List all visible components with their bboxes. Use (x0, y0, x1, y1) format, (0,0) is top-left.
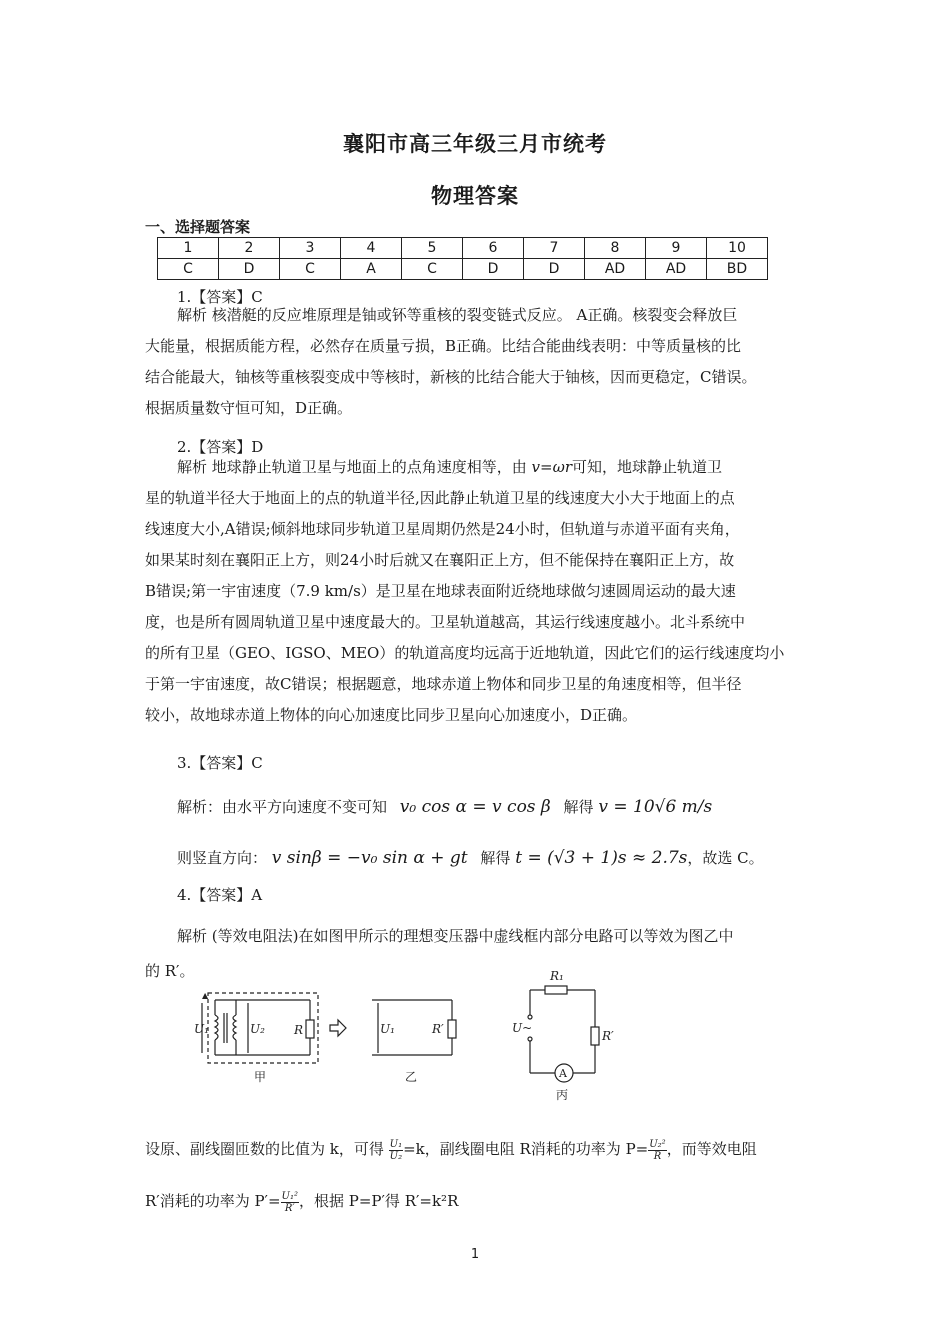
page-subtitle: 物理答案 (431, 184, 519, 208)
q3-line2-mid: 解得 (480, 849, 511, 867)
q3-line1 (177, 796, 712, 817)
label-u2: U₂ (250, 1022, 265, 1036)
label-rp: R′ (432, 1022, 444, 1036)
table-cell: 3 (280, 238, 341, 259)
q3-formula-1: v₀ cos α = v cos β (399, 797, 551, 817)
frac-den: R (653, 1150, 662, 1162)
q3-result-2: t = (√3 + 1)s ≈ 2.7s (515, 848, 688, 868)
q4-text2-a: R′消耗的功率为 P′= (145, 1192, 281, 1210)
table-row-answers (158, 259, 768, 280)
fraction-u1sq-rp (281, 1191, 299, 1214)
table-cell: D (219, 259, 280, 280)
label-r: R (294, 1023, 304, 1037)
q4-heading: 4.【答案】A (177, 886, 263, 904)
q2-line: B错误;第一宇宙速度（7.9 km/s）是卫星在地球表面附近绕地球做匀速圆周运动的最大速 (145, 582, 736, 600)
q3-line1-mid: 解得 (563, 798, 594, 816)
table-cell: AD (646, 259, 707, 280)
q2-line: 度，也是所有圆周轨道卫星中速度最大的。卫星轨道越高，其运行线速度越小。北斗系统中 (145, 613, 746, 631)
table-cell: 7 (524, 238, 585, 259)
q2-explanation (145, 452, 810, 731)
resistor-r1 (545, 986, 567, 994)
q1-line: 大能量，根据质能方程，必然存在质量亏损，B正确。比结合能曲线表明：中等质量核的比 (145, 337, 742, 355)
label-bing: 丙 (556, 1088, 569, 1102)
answer-table (157, 237, 768, 280)
q2-line: 线速度大小,A错误;倾斜地球同步轨道卫星周期仍然是24小时，但轨道与赤道平面有夹角， (145, 520, 740, 538)
table-cell: 4 (341, 238, 402, 259)
q4-line1: 解析 (等效电阻法)在如图甲所示的理想变压器中虚线框内部分电路可以等效为图乙中 (177, 927, 734, 945)
q4-line2: 的 R′。 (145, 962, 195, 980)
table-cell: 6 (463, 238, 524, 259)
label-u1: U₁ (194, 1022, 209, 1036)
label-r1: R₁ (550, 969, 564, 983)
q3-line2-label: 则竖直方向： (177, 849, 268, 867)
q3-heading: 3.【答案】C (177, 754, 263, 772)
q1-line: 结合能最大，铀核等重核裂变成中等核时，新核的比结合能大于铀核，因而更稳定，C错误。 (145, 368, 757, 386)
table-cell: C (280, 259, 341, 280)
label-rp-2: R′ (602, 1029, 614, 1043)
table-cell: A (341, 259, 402, 280)
label-yi: 乙 (405, 1070, 418, 1084)
svg-text:▲: ▲ (202, 991, 209, 1000)
q3-result-1: v = 10√6 m/s (598, 797, 713, 817)
frac-num: U₁² (281, 1190, 298, 1202)
resistor-rp (448, 1020, 456, 1038)
primary-coil (215, 1015, 218, 1040)
table-cell: 5 (402, 238, 463, 259)
q2-line: 于第一宇宙速度，故C错误；根据题意，地球赤道上物体和同步卫星的角速度相等，但半径 (145, 675, 742, 693)
frac-den: U₂ (389, 1150, 403, 1162)
q2-line: 如果某时刻在襄阳正上方，则24小时后就又在襄阳正上方，但不能保持在襄阳正上方，故 (145, 551, 735, 569)
circuit-figures (190, 965, 620, 1110)
section-heading-choice: 一、选择题答案 (145, 218, 251, 236)
q2-line: 较小，故地球赤道上物体的向心加速度比同步卫星向心加速度小，D正确。 (145, 706, 638, 724)
table-cell: 1 (158, 238, 219, 259)
frac-num: U₁ (389, 1138, 403, 1150)
table-cell: 10 (707, 238, 768, 259)
table-row-numbers (158, 238, 768, 259)
q4-text1 (145, 1138, 757, 1162)
page-title: 襄阳市高三年级三月市统考 (343, 132, 607, 156)
label-ammeter: A (559, 1067, 567, 1080)
q4-text1-b: =k，副线圈电阻 R消耗的功率为 P= (403, 1140, 649, 1158)
label-u1-b: U₁ (380, 1022, 395, 1036)
label-u-ac: U~ (512, 1021, 533, 1035)
table-cell: D (524, 259, 585, 280)
q1-line: 解析 核潜艇的反应堆原理是铀或钚等重核的裂变链式反应。 A正确。核裂变会释放巨 (177, 306, 738, 324)
q3-formula-2: v sinβ = −v₀ sin α + gt (271, 848, 468, 868)
q2-line1-text-b: 可知，地球静止轨道卫 (572, 458, 723, 476)
page-number: 1 (470, 1247, 480, 1262)
q3-line2 (177, 847, 764, 868)
q1-line: 根据质量数守恒可知，D正确。 (145, 399, 353, 417)
table-cell: 2 (219, 238, 280, 259)
table-cell: 9 (646, 238, 707, 259)
label-jia: 甲 (254, 1070, 267, 1084)
q4-text1-a: 设原、副线圈匝数的比值为 k，可得 (145, 1140, 384, 1158)
q2-line (145, 452, 810, 483)
frac-den: R′ (284, 1202, 295, 1214)
q4-text1-c: ，而等效电阻 (666, 1140, 757, 1158)
q2-line: 的所有卫星（GEO、IGSO、MEO）的轨道高度均远高于近地轨道，因此它们的运行线速度均小 (145, 644, 785, 662)
frac-num: U₂² (649, 1138, 666, 1150)
q1-heading: 1.【答案】C (177, 288, 263, 306)
arrow-icon (330, 1020, 346, 1036)
resistor-r (306, 1020, 314, 1038)
q4-text2-b: ，根据 P=P′得 R′=k²R (299, 1192, 459, 1210)
table-cell: C (158, 259, 219, 280)
secondary-coil (233, 1015, 236, 1040)
q2-line1-text-a: 解析 地球静止轨道卫星与地面上的点角速度相等，由 (177, 458, 532, 476)
table-cell: 8 (585, 238, 646, 259)
q4-text2 (145, 1190, 458, 1214)
table-cell: BD (707, 259, 768, 280)
fraction-u2sq-r (648, 1139, 666, 1162)
table-cell: AD (585, 259, 646, 280)
resistor-rp-2 (591, 1027, 599, 1045)
q2-formula: v=ωr (531, 458, 572, 476)
table-cell: C (402, 259, 463, 280)
fraction-u1-u2 (389, 1139, 403, 1162)
q3-line2-end: ，故选 C。 (687, 849, 764, 867)
q2-heading: 2.【答案】D (177, 438, 264, 456)
q3-line1-label: 解析：由水平方向速度不变可知 (177, 798, 388, 816)
table-cell: D (463, 259, 524, 280)
q2-line: 星的轨道半径大于地面上的点的轨道半径,因此静止轨道卫星的线速度大小大于地面上的点 (145, 489, 735, 507)
q1-explanation (145, 300, 810, 424)
